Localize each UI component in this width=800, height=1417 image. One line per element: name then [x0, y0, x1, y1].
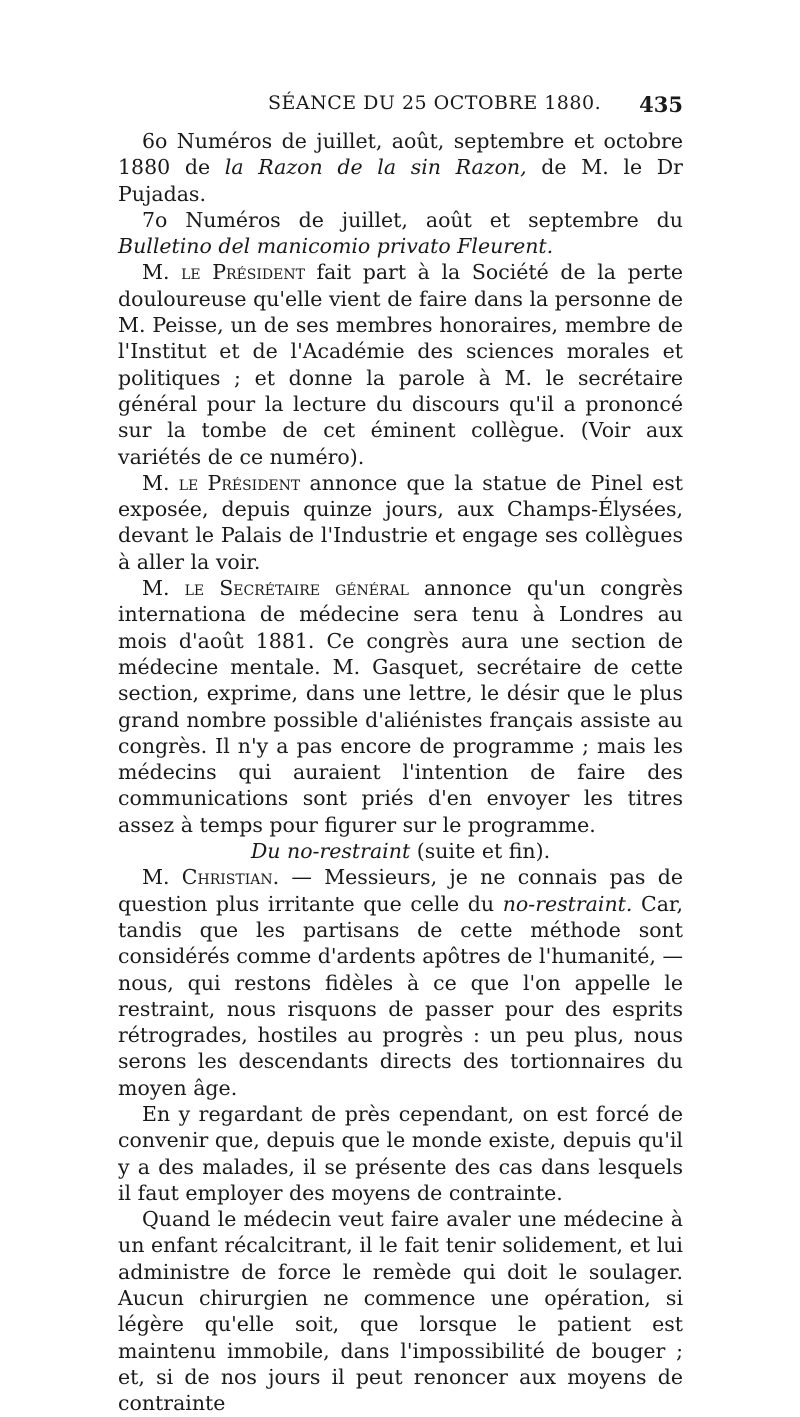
paragraph-text: annonce qu'un congrès internationa de médecine sera tenu à Londres au mois d'août 1881. Ce congrès aura une section de médecine mentale. M. Gasquet, secrétaire de cette section, exprime, dans une lettre, le désir que le plus grand nombre possible d'aliénistes français assiste au congrès. Il n'y a pas encore de programme ; mais les médecins qui auraient l'intention de faire des communications sont priés d'en envoyer les titres assez à temps pour figurer sur le programme. — [118, 576, 683, 837]
section-title-suffix: (suite et fin). — [410, 839, 551, 864]
christian-term: no-restraint. — [502, 891, 633, 916]
paragraph-christian-2: En y regardant de près cependant, on est forcé de convenir que, depuis que le monde existe, depuis qu'il y a des malades, il se présente des cas dans lesquels il faut employer des moyens de contrainte. — [118, 1101, 683, 1205]
list-item-6 — [118, 128, 683, 207]
page-header — [118, 92, 683, 122]
paragraph-christian-3: Quand le médecin veut faire avaler une médecine à un enfant récalcitrant, il le fait tenir solidement, et lui administre de force le remède qui doit le soulager. Aucun chirurgien ne commence une opération, si légère qu'elle soit, que lorsque le patient est maintenu immobile, dans l'impossibilité de bouger ; et, si de nos jours il peut renoncer aux moyens de contrainte — [118, 1207, 683, 1416]
section-title — [118, 838, 683, 864]
item-6-rest: de M. le Dr Pujadas. — [118, 155, 683, 206]
speaker-secretary: M. le Secrétaire général — [142, 576, 409, 601]
item-6-lead: 6o Numéros de juillet, août, septembre et octobre 1880 de — [118, 129, 683, 180]
body-text — [118, 128, 683, 1417]
paragraph-christian-1 — [118, 864, 683, 1101]
running-head: SÉANCE DU 25 OCTOBRE 1880. — [268, 92, 602, 114]
section-title-italic: Du no-restraint — [250, 839, 411, 864]
paragraph-secretary-congress — [118, 575, 683, 838]
paragraph-president-peisse — [118, 259, 683, 469]
item-6-journal-title: la Razon de la sin Razon, — [224, 155, 527, 180]
speaker-christian: M. Christian. — [142, 865, 280, 890]
paragraph-text: fait part à la Société de la perte douloureuse qu'elle vient de faire dans la personne de M. Peisse, un de ses membres honoraires, membre de l'Institut et de l'Académie des sciences morales et politiques ; et donne la parole à M. le secrétaire général pour la lecture du discours qu'il a prononcé sur la tombe de cet éminent collègue. (Voir aux variétés de ce numéro). — [118, 260, 684, 469]
item-7-journal-title: Bulletino del manicomio privato Fleurent. — [118, 234, 554, 259]
item-7-lead: 7o Numéros de juillet, août et septembre du — [142, 207, 683, 232]
speaker-president: M. le Président — [142, 470, 301, 495]
page-number: 435 — [639, 92, 683, 117]
christian-text-a: — Messieurs, je ne connais pas de question plus irritante que celle du — [118, 865, 683, 916]
list-item-7 — [118, 207, 683, 260]
paragraph-text: annonce que la statue de Pinel est exposée, depuis quinze jours, aux Champs-Élysées, devant le Palais de l'Industrie et engage ses collègues à aller la voir. — [118, 470, 684, 574]
christian-text-b: Car, tandis que les partisans de cette méthode sont considérés comme d'ardents apôtres de l'humanité, — nous, qui restons fidèles à ce que l'on appelle le restraint, nous risquons de passer pour des esprits rétrogrades, hostiles au progrès : un peu plus, nous serons les descendants directs des tortionnaires du moyen âge. — [118, 891, 683, 1100]
speaker-president: M. le Président — [142, 260, 305, 285]
paragraph-president-pinel — [118, 470, 683, 575]
